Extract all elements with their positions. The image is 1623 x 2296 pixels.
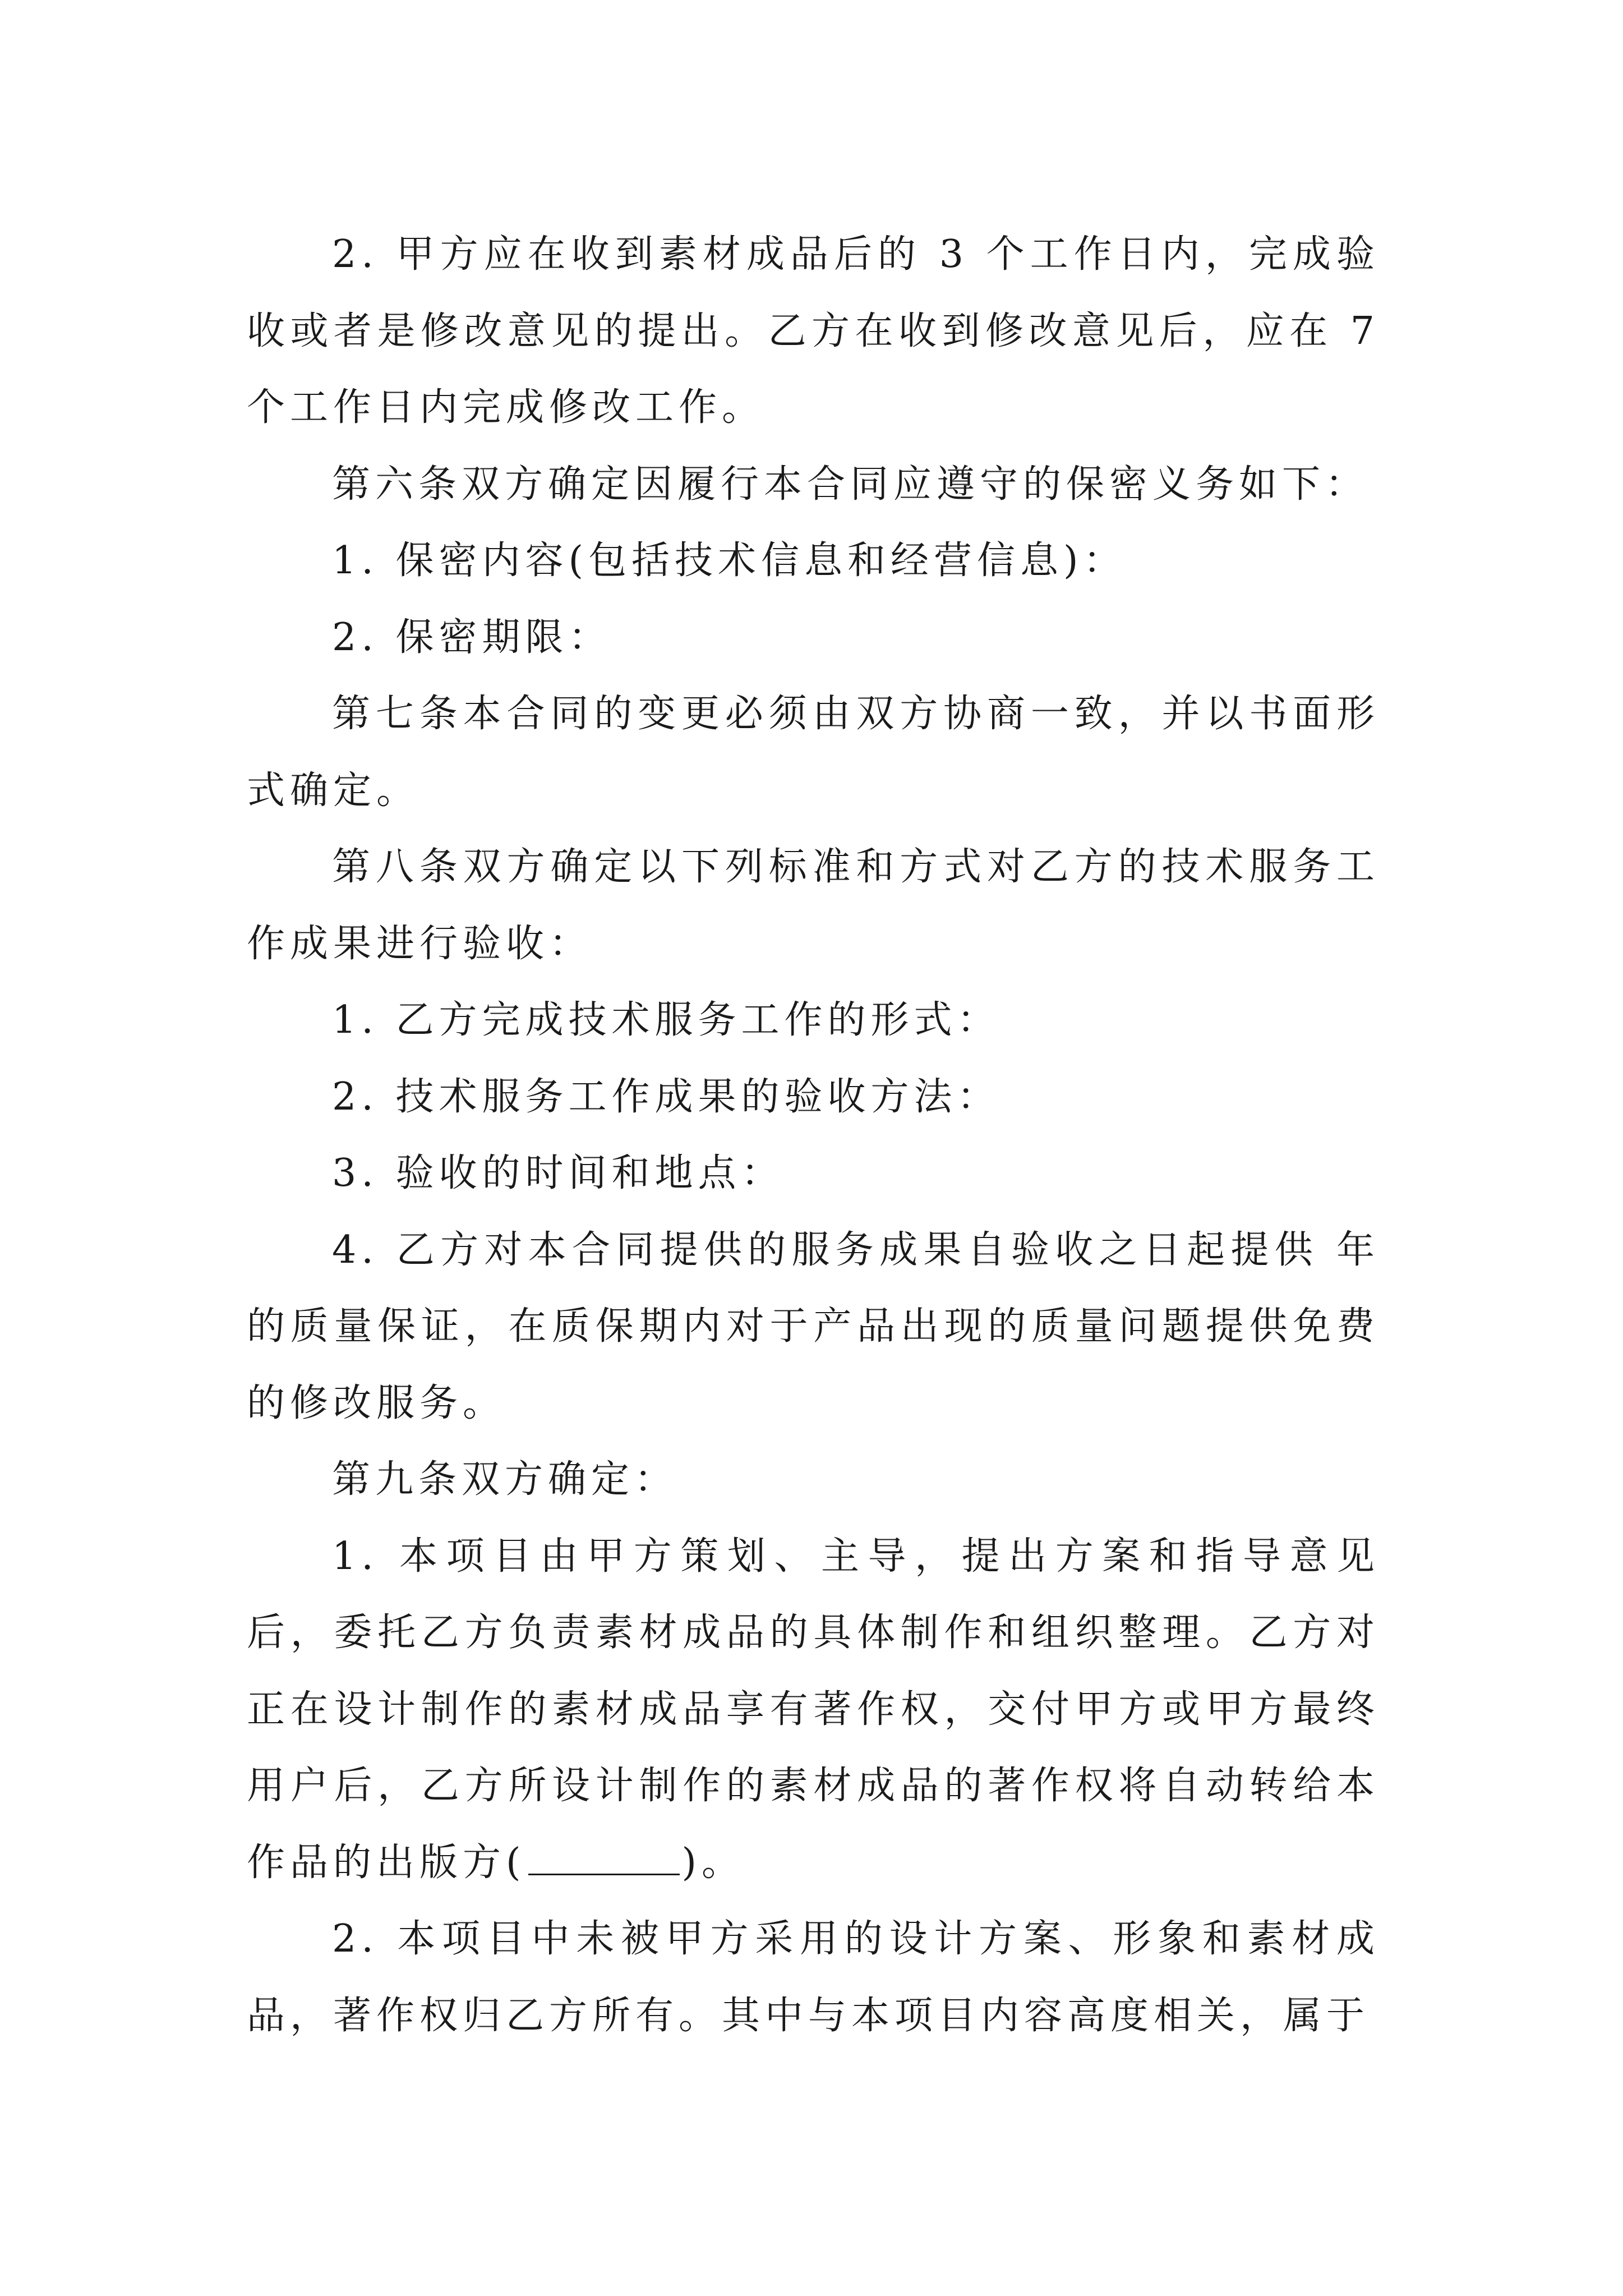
- document-body: [247, 217, 1380, 2054]
- publisher-blank-suffix: )。: [681, 1840, 745, 1885]
- paragraph-article-8: 第八条双方确定以下列标准和方式对乙方的技术服务工作成果进行验收：: [247, 845, 1380, 966]
- publisher-blank-line: [528, 1840, 680, 1875]
- paragraph-article-6: 第六条双方确定因履行本合同应遵守的保密义务如下：: [332, 462, 1369, 507]
- paragraph-article-7: 第七条本合同的变更必须由双方协商一致，并以书面形式确定。: [247, 692, 1380, 813]
- paragraph-confidential-period: 2. 保密期限：: [332, 615, 612, 660]
- paragraph-acceptance-time-place: 3. 验收的时间和地点：: [332, 1151, 785, 1195]
- paragraph-article-9: 第九条双方确定：: [332, 1457, 678, 1502]
- paragraph-copyright-transfer: [247, 1519, 1380, 1902]
- paragraph-service-form: 1. 乙方完成技术服务工作的形式：: [332, 998, 1000, 1042]
- paragraph-acceptance-method: 2. 技术服务工作成果的验收方法：: [332, 1074, 1000, 1119]
- paragraph-quality-guarantee: 4. 乙方对本合同提供的服务成果自验收之日起提供 年的质量保证，在质保期内对于产品出现的质量问题提供免费的修改服务。: [247, 1227, 1380, 1425]
- paragraph-confidential-content: 1. 保密内容(包括技术信息和经营信息)：: [332, 539, 1127, 583]
- paragraph-acceptance-deadline: 2. 甲方应在收到素材成品后的 3 个工作日内，完成验收或者是修改意见的提出。乙方在收到修改意见后，应在 7 个工作日内完成修改工作。: [247, 232, 1380, 430]
- copyright-transfer-text: 1. 本项目由甲方策划、主导，提出方案和指导意见后，委托乙方负责素材成品的具体制作和组织整理。乙方对正在设计制作的素材成品享有著作权，交付甲方或甲方最终用户后，乙方所设计制作的素材成品的著作权将自动转给本作品的出版方(: [247, 1534, 1380, 1885]
- paragraph-unused-designs-copyright: 2. 本项目中未被甲方采用的设计方案、形象和素材成品，著作权归乙方所有。其中与本项目内容高度相关，属于: [247, 1917, 1380, 2038]
